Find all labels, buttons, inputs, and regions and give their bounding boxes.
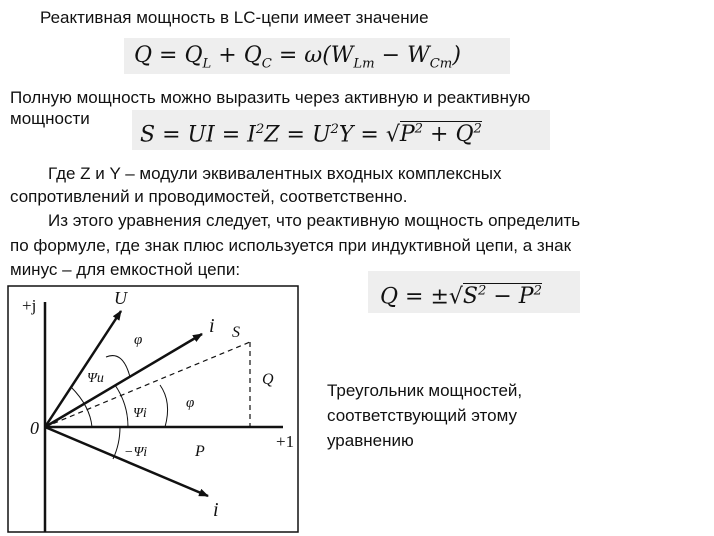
reactive-power-from-s-p-formula: $Q = \pm√S^2 - P^2$ — [368, 271, 580, 313]
triangle-caption-line-1: Треугольник мощностей, — [327, 381, 523, 400]
power-triangle-diagram — [0, 284, 300, 534]
i-neg-label: i — [213, 499, 219, 521]
neg-psi-i-arc — [113, 427, 120, 459]
paragraph-1-line-1: Где Z и Y – модули эквивалентных входных комплексных — [48, 164, 502, 183]
triangle-caption-line-2: соответствующий этому — [327, 406, 517, 425]
psi-u-label: Ψu — [87, 371, 104, 386]
u-label: U — [114, 288, 127, 308]
phi-label-upper: φ — [134, 332, 143, 348]
i-label: i — [209, 315, 215, 337]
triangle-caption-line-3: уравнению — [327, 431, 414, 450]
reactive-power-formula: $Q = Q_L + Q_C = \omega(W_{Lm} - W_{Cm})$ — [124, 38, 510, 74]
apparent-power-line — [45, 342, 250, 427]
p-label: P — [195, 443, 205, 460]
title-line: Реактивная мощность в LC-цепи имеет значение — [40, 8, 429, 27]
psi-i-arc — [115, 385, 128, 427]
full-power-line-2: мощности — [10, 109, 90, 128]
neg-psi-i-label: −Ψi — [124, 445, 148, 460]
apparent-power-formula: S = UI = $I^2Z = U^2Y = √P^2 + Q^2$ — [132, 110, 550, 150]
phi-arc-lower — [160, 385, 168, 427]
paragraph-2-line-2: по формуле, где знак плюс используется при индуктивной цепи, а знак — [10, 236, 572, 255]
paragraph-2-line-3: минус – для емкостной цепи: — [10, 260, 241, 279]
current-conjugate-phasor — [45, 427, 208, 496]
full-power-line-1: Полную мощность можно выразить через активную и реактивную — [10, 88, 531, 107]
paragraph-2-line-1: Из этого уравнения следует, что реактивную мощность определить — [48, 211, 581, 230]
origin-label: 0 — [30, 418, 39, 438]
axis-x-label: +1 — [276, 432, 295, 451]
s-label: S — [232, 324, 240, 341]
phi-arc-upper — [106, 356, 130, 377]
phi-label-lower: φ — [186, 395, 195, 411]
paragraph-1-line-2: сопротивлений и проводимостей, соответственно. — [10, 187, 408, 206]
psi-i-label: Ψi — [133, 406, 147, 421]
diagram-frame — [8, 286, 298, 532]
voltage-phasor — [45, 311, 121, 427]
axis-y-label: +j — [22, 296, 37, 315]
psi-u-arc — [71, 387, 92, 427]
q-label: Q — [262, 371, 274, 388]
current-phasor — [45, 334, 202, 427]
